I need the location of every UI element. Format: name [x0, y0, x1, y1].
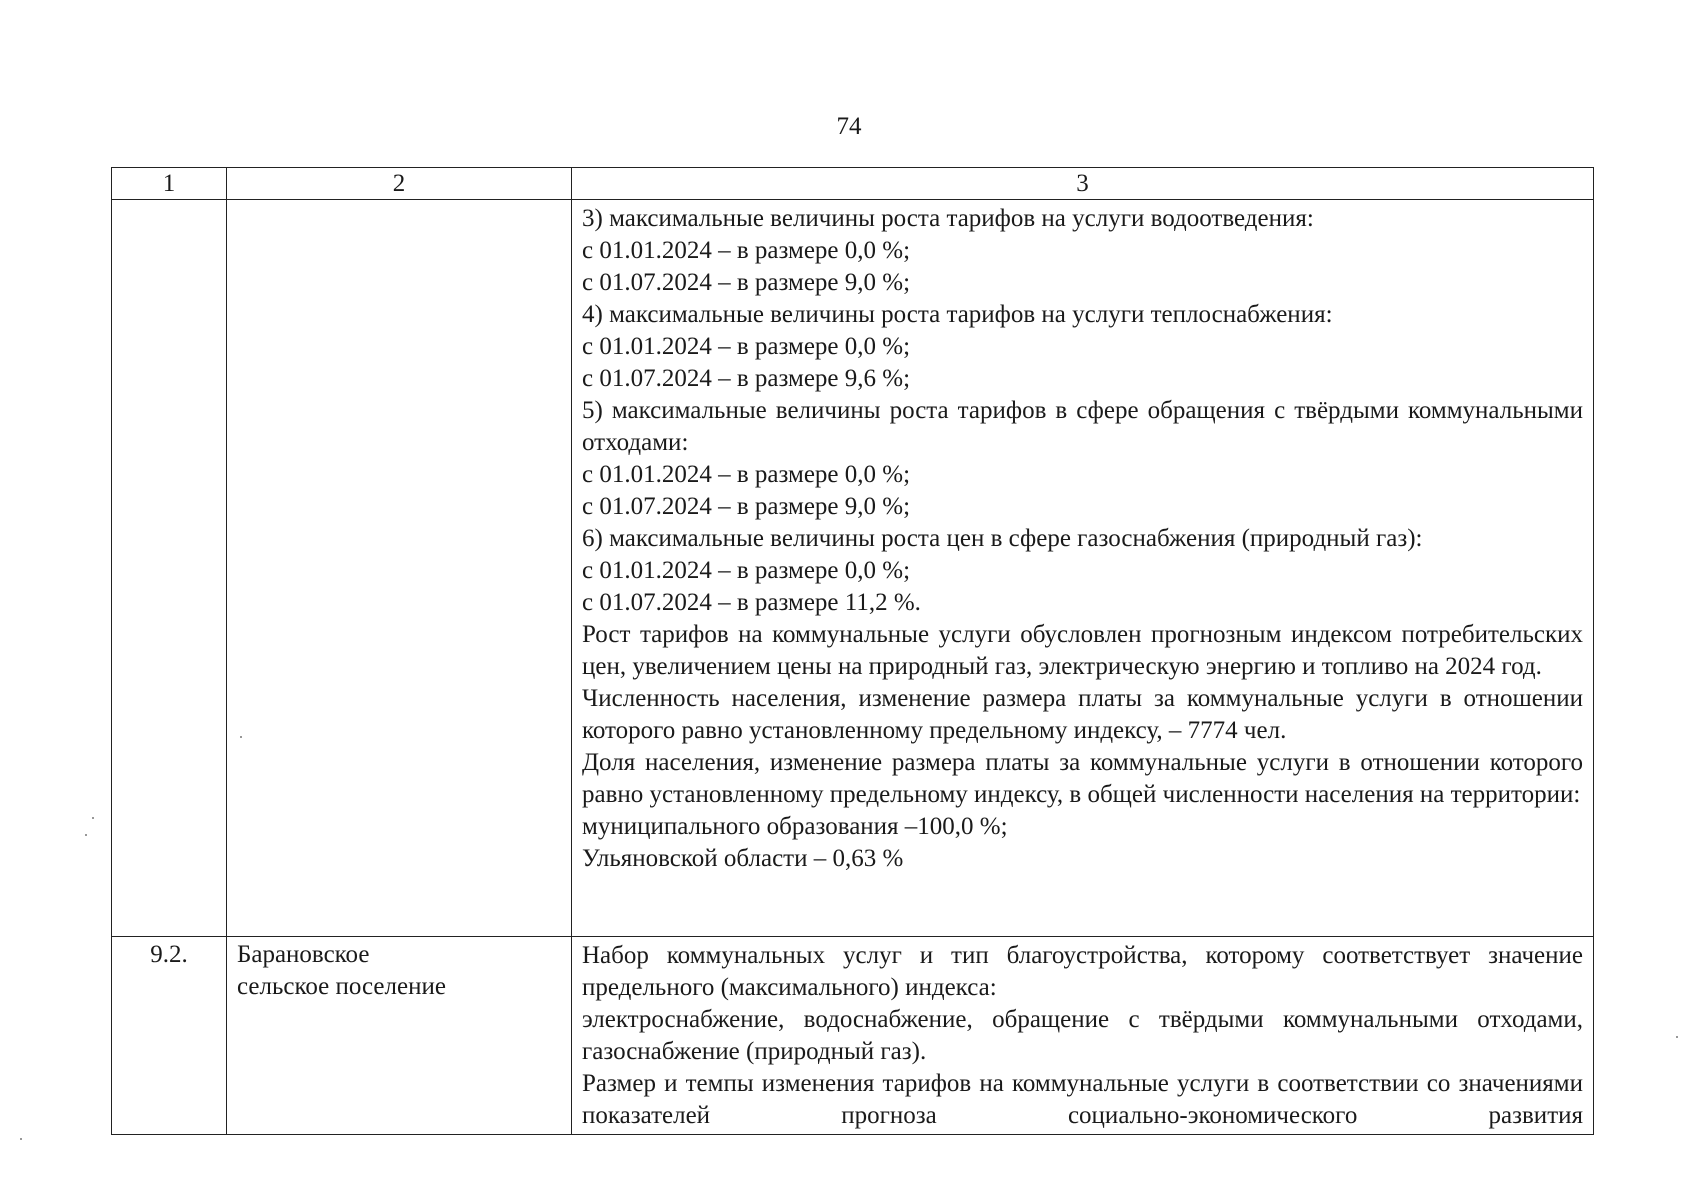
row-description — [572, 937, 1594, 1135]
text-paragraph: Численность населения, изменение размера платы за коммунальные услуги в отношении которого равно установленному предельному индексу, – 7774 чел. — [582, 685, 1583, 744]
text-paragraph: электроснабжение, водоснабжение, обращение с твёрдыми коммунальными отходами, газоснабжение (природный газ). — [582, 1006, 1583, 1065]
table-row — [112, 937, 1594, 1135]
text-paragraph: Доля населения, изменение размера платы за коммунальные услуги в отношении которого равно установленному предельному индексу, в общей численности населения на территории: — [582, 749, 1583, 808]
text-line: с 01.01.2024 – в размере 0,0 %; — [582, 461, 911, 488]
scan-speck — [85, 834, 87, 836]
scan-speck — [92, 817, 94, 819]
text-paragraph: Набор коммунальных услуг и тип благоустройства, которому соответствует значение предельного (максимального) индекса: — [582, 942, 1583, 1001]
scan-speck — [240, 736, 242, 738]
settlement-name — [227, 937, 572, 1135]
tariff-table — [111, 167, 1594, 1135]
text-line: с 01.01.2024 – в размере 0,0 %; — [582, 333, 911, 360]
settlement-name-line: сельское поселение — [237, 973, 446, 1000]
settlement-name — [227, 200, 572, 937]
text-line: с 01.01.2024 – в размере 0,0 %; — [582, 237, 911, 264]
text-line: с 01.07.2024 – в размере 9,6 %; — [582, 365, 911, 392]
text-line: Ульяновской области – 0,63 % — [582, 845, 904, 872]
scan-speck — [20, 1138, 22, 1140]
table-row — [112, 200, 1594, 937]
header-col-2: 2 — [227, 168, 572, 200]
page-number: 74 — [836, 113, 862, 140]
text-paragraph: Рост тарифов на коммунальные услуги обусловлен прогнозным индексом потребительских цен, увеличением цены на природный газ, электрическую энергию и топливо на 2024 год. — [582, 621, 1583, 680]
text-line: 6) максимальные величины роста цен в сфере газоснабжения (природный газ): — [582, 525, 1423, 552]
text-line: с 01.07.2024 – в размере 9,0 %; — [582, 269, 911, 296]
row-number — [112, 200, 227, 937]
text-line: с 01.07.2024 – в размере 11,2 %. — [582, 589, 921, 616]
scan-speck — [1676, 1036, 1678, 1038]
header-col-3: 3 — [572, 168, 1594, 200]
text-paragraph: 5) максимальные величины роста тарифов в сфере обращения с твёрдыми коммунальными отходами: — [582, 397, 1583, 456]
settlement-name-line: Барановское — [237, 941, 370, 968]
text-line: муниципального образования –100,0 %; — [582, 813, 1008, 840]
header-col-1: 1 — [112, 168, 227, 200]
text-line: 4) максимальные величины роста тарифов на услуги теплоснабжения: — [582, 301, 1333, 328]
text-line: с 01.01.2024 – в размере 0,0 %; — [582, 557, 911, 584]
text-line: с 01.07.2024 – в размере 9,0 %; — [582, 493, 911, 520]
table-header-row — [112, 168, 1594, 200]
row-number: 9.2. — [112, 937, 227, 1135]
text-line: 3) максимальные величины роста тарифов на услуги водоотведения: — [582, 205, 1314, 232]
text-paragraph: Размер и темпы изменения тарифов на коммунальные услуги в соответствии со значениями показателей прогноза социально-экономического развития — [582, 1070, 1583, 1129]
row-description — [572, 200, 1594, 937]
